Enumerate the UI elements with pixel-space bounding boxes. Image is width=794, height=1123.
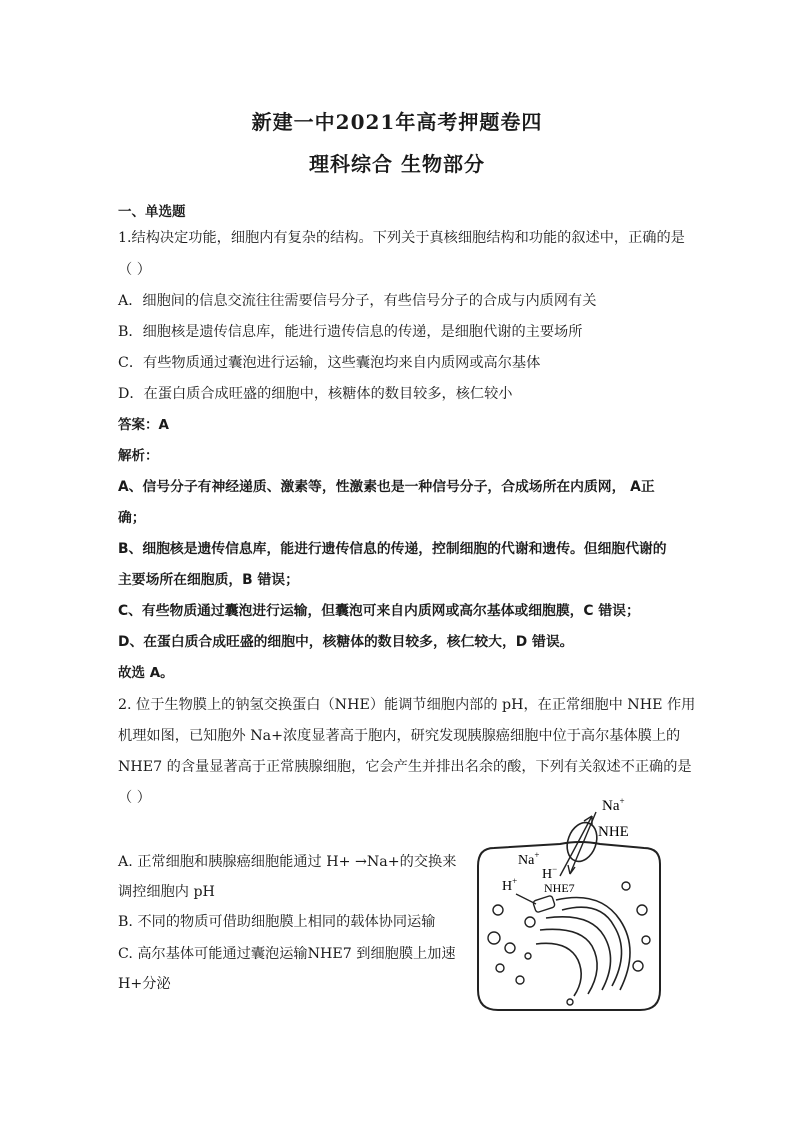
label-na-outside: Na+ bbox=[602, 796, 625, 814]
q1-analysis-line: 主要场所在细胞质，B 错误； bbox=[118, 572, 299, 588]
q2-stem-line: （ ） bbox=[118, 790, 151, 806]
q2-option-c: C. 高尔基体可能通过囊泡运输NHE7 到细胞膜上加速 bbox=[118, 946, 456, 962]
label-h-inside: H− bbox=[542, 864, 558, 882]
q1-analysis-line: C、有些物质通过囊泡进行运输，但囊泡可来自内质网或高尔基体或细胞膜，C 错误； bbox=[118, 603, 640, 619]
label-h-left: H+ bbox=[502, 876, 518, 894]
q2-stem-line: 2. 位于生物膜上的钠氢交换蛋白（NHE）能调节细胞内部的 pH，在正常细胞中 NHE 作用 bbox=[118, 697, 696, 713]
arrow-h-out bbox=[560, 816, 592, 876]
q1-analysis-line: A、信号分子有神经递质、激素等，性激素也是一种信号分子，合成场所在内质网， A正 bbox=[118, 479, 655, 495]
vesicles bbox=[488, 882, 650, 1005]
q1-stem-line1: 1.结构决定功能，细胞内有复杂的结构。下列关于真核细胞结构和功能的叙述中，正确的是 bbox=[118, 230, 685, 246]
nhe-cell-diagram bbox=[470, 790, 670, 1020]
q1-analysis-line: B、细胞核是遗传信息库，能进行遗传信息的传递，控制细胞的代谢和遗传。但细胞代谢的 bbox=[118, 541, 667, 557]
q1-option-d: D．在蛋白质合成旺盛的细胞中，核糖体的数目较多，核仁较小 bbox=[118, 386, 513, 402]
q2-option-c-cont: H+分泌 bbox=[118, 976, 171, 992]
q2-option-a: A. 正常细胞和胰腺癌细胞能通过 H+ →Na+的交换来 bbox=[118, 854, 457, 870]
section-heading: 一、单选题 bbox=[118, 204, 186, 220]
q2-option-a-cont: 调控细胞内 pH bbox=[118, 884, 215, 900]
q1-option-c: C．有些物质通过囊泡进行运输，这些囊泡均来自内质网或高尔基体 bbox=[118, 355, 541, 371]
q1-analysis-label: 解析： bbox=[118, 448, 159, 464]
label-na-inside: Na+ bbox=[518, 850, 540, 868]
q1-analysis-line: D、在蛋白质合成旺盛的细胞中，核糖体的数目较多，核仁较大，D 错误。 bbox=[118, 634, 574, 650]
q1-stem-line2: （ ） bbox=[118, 262, 151, 278]
q1-option-b: B．细胞核是遗传信息库，能进行遗传信息的传递，是细胞代谢的主要场所 bbox=[118, 324, 583, 340]
label-nhe: NHE bbox=[598, 824, 629, 840]
exam-title: 新建一中2021年高考押题卷四 bbox=[251, 110, 543, 134]
q1-conclusion: 故选 A。 bbox=[118, 665, 174, 681]
q1-answer: 答案：A bbox=[118, 417, 169, 433]
golgi-apparatus bbox=[536, 898, 630, 997]
label-nhe7: NHE7 bbox=[544, 881, 575, 895]
exam-subtitle: 理科综合 生物部分 bbox=[309, 152, 485, 176]
q2-stem-line: NHE7 的含量显著高于正常胰腺细胞，它会产生并排出名余的酸，下列有关叙述不正确的是 bbox=[118, 759, 692, 775]
nhe7-transporter bbox=[533, 895, 556, 913]
q1-analysis-line: 确； bbox=[118, 510, 146, 526]
q2-option-b: B. 不同的物质可借助细胞膜上相同的载体协同运输 bbox=[118, 914, 436, 930]
q2-stem-line: 机理如图，已知胞外 Na+浓度显著高于胞内，研究发现胰腺癌细胞中位于高尔基体膜上的 bbox=[118, 728, 681, 744]
q1-option-a: A．细胞间的信息交流往往需要信号分子，有些信号分子的合成与内质网有关 bbox=[118, 293, 597, 309]
